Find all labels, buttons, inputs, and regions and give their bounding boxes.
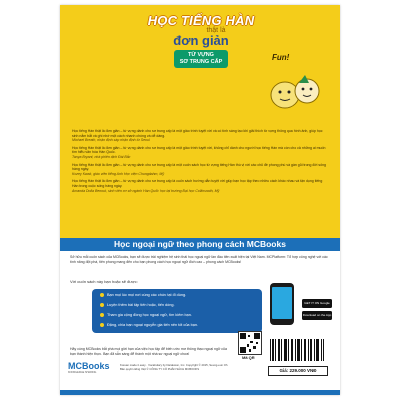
publisher-line: Korean made it easy · Vocabulary by Darakwon, Inc. Copyright © 2015, Seung-eun Oh [120, 363, 228, 367]
testimonial-author: Tanya Bryant, nhà phiên dịch Đài Bắc [72, 154, 131, 159]
outro-text: Hãy cùng MCBooks bắt phá mọi giới hạn của việc học tập để biến ước mơ thông thạo ngoại ngữ của bạn thành hiện thực. Bạn đã sẵn sàng để thành một nhà sư ngoại ngữ chưa! [70, 347, 227, 356]
cover-bottom-panel [60, 251, 340, 395]
google-play-badge: GET IT ON Google [302, 299, 332, 308]
publisher-info [120, 363, 230, 371]
testimonial-text: Học tiếng Hàn thật là đơn giản – từ vựng dành cho sơ trung cấp là một cuốn sách học từ vựng tiếng Hàn thú vị với các chủ đề phong phú và gần gũi trong đời sống hàng ngày. [72, 162, 326, 172]
mcbooks-logo [68, 361, 108, 377]
feature-item [100, 321, 198, 329]
testimonial-author: Michael Breath, nhận định sáp nhận định từ Seoul [72, 138, 150, 143]
intro-text: Sở hữu mỗi cuốn sách của MCBooks, bạn sẽ được trải nghiệm hệ sinh thái học ngoại ngữ lần đầu tiên xuất hiện tại Việt Nam. MCPlatform: Tổ hợp công nghệ với các tính năng đột phá, tiên phong mang đến cho bạn phong cách học ngoại ngữ đích cao – phong cách MCBooks! [70, 255, 328, 264]
publisher-line: Bản quyền tiếng Việt © CÔNG TY CỔ PHẦN SÁCH MCBOOKS [120, 367, 200, 371]
level-badge [174, 50, 229, 68]
testimonial [72, 179, 328, 193]
cover-title-block [136, 13, 266, 68]
testimonial [72, 129, 328, 143]
cover-title-line2: thật là [206, 27, 226, 34]
testimonial-text: Học tiếng Hàn thật là đơn giản – từ vựng dành cho sơ trung cấp là cuốn sách hướng dẫn tuyệt vời giúp bạn học tập theo nhiều cách khác nhau và tận dụng tiếng Hàn trong cuộc sống hàng ngày. [72, 179, 323, 188]
testimonial-author: Kozey Kwak, giáo viên tiếng Anh Học viện Chungdahm, Mỹ [72, 171, 165, 176]
testimonial-list [72, 129, 328, 196]
testimonial-text: Học tiếng Hàn thật là đơn giản – từ vựng dành cho sơ trung cấp là một giáo trình tuyệt vời và có tính sáng tạo khi giải thích từ vựng thông qua hình ảnh, giúp học sinh nắm bắt và ghi nhớ một cách nhanh chóng và dễ dàng. [72, 129, 323, 138]
footer-stripe [60, 390, 340, 395]
feature-text: Đặng, chia bạn ngoại nguyễn gia tiến nên tốt của bạn. [107, 323, 198, 327]
testimonial-text: Học tiếng Hàn thật là đơn giản – từ vựng dành cho sơ trung cấp là một giáo trình tuyệt vời, không chỉ dành cho người học tiếng Hàn mà còn cho cả những ai muốn tìm hiểu văn hóa Hàn Quốc. [72, 145, 326, 155]
feature-list-heading: Với cuốn sách này bạn hoặc sẽ được: [70, 279, 138, 284]
logo-subtitle: KNOWLEDGE SHARING [68, 371, 97, 374]
phone-icon [270, 283, 294, 325]
cover-title-line1: HỌC TIẾNG HÀN [147, 13, 255, 28]
feature-text: Tham gia cộng đồng học ngoại ngữ, tìm kiếm bạn. [107, 313, 192, 317]
testimonial-author: Amanda Dolla Benout, sinh viên cơ sở ngành Hàn Quốc học tại trường Đại học Collinsnath, Mỹ [72, 188, 220, 193]
bullet-icon [100, 293, 104, 297]
bullet-icon [100, 323, 104, 327]
bullet-icon [100, 313, 104, 317]
fun-label: Fun! [272, 53, 290, 62]
badge-line2: SƠ TRUNG CẤP [179, 59, 223, 65]
qr-label: Mã QR [242, 355, 255, 360]
phone-screen [272, 287, 292, 319]
testimonial [72, 146, 328, 160]
app-store-badge: Download on the App Store [302, 313, 332, 326]
feature-item [100, 311, 192, 319]
mascot-illustration [265, 57, 325, 112]
cover-top-panel [60, 5, 340, 238]
feature-text: Luyện thêm bài tập tiến hoặc, tiến dòng. [107, 303, 175, 307]
barcode-icon [268, 337, 326, 365]
badge-line1: TỪ VỰNG [188, 52, 214, 58]
price-label: Giá: 229.000 VNĐ [268, 366, 328, 376]
feature-item [100, 301, 175, 309]
banner-heading: Học ngoại ngữ theo phong cách MCBooks [60, 238, 340, 251]
book-back-cover [60, 5, 340, 395]
logo-text: MCBooks [68, 361, 110, 371]
qr-code-icon [238, 331, 262, 355]
feature-text: Bạn mọi lúc mọi nơi cùng các chức tạt đi dùng. [107, 293, 187, 297]
bullet-icon [100, 303, 104, 307]
feature-item [100, 291, 186, 299]
testimonial [72, 163, 328, 177]
cover-title-line3: đơn giản [173, 33, 229, 48]
